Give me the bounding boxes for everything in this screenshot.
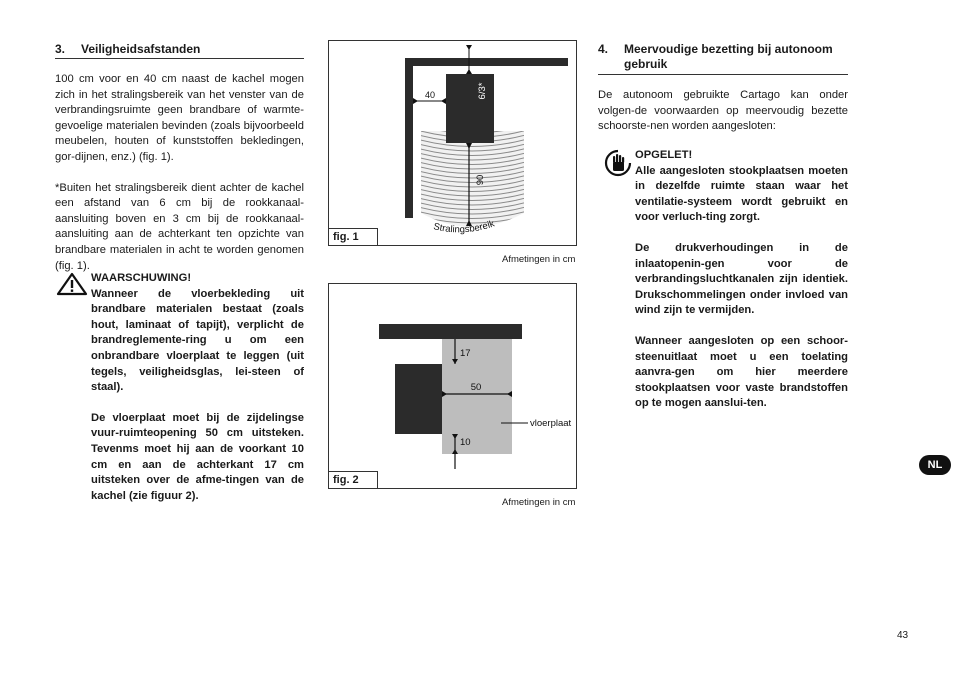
section-4-rule <box>598 74 848 75</box>
warning-para-2: De vloerplaat moet bij de zijdelingse vuur-ruimteopening 50 cm uitsteken. Tevenms moet hij aan de voorkant 10 cm en aan de achterkant 17 cm uitsteken over de afme-tingen van de kachel (zie figuur 2). <box>91 411 304 502</box>
section-3-title: Veiligheidsafstanden <box>81 42 201 56</box>
section-3-para-1: 100 cm voor en 40 cm naast de kachel mogen zich in het stralingsbereik van het venster van de verbrandingsruimte geen brandbare of warmte-gevoelige materialen bevinden (zoals bijvoorbeeld meubelen, houten of kunststoffen bekledingen, gor-dijnen, enz.) (fig. 1). <box>55 73 304 163</box>
fig2-plate-label: vloerplaat <box>530 418 572 429</box>
language-badge: NL <box>919 455 951 475</box>
section-4-intro: De autonoom gebruikte Cartago kan onder volgen-de voorwaarden op meervoudig bezette schoorste-nen worden aangesloten: <box>598 89 848 133</box>
section-4-heading <box>598 42 848 72</box>
section-4-number: 4. <box>598 42 609 56</box>
warning-triangle-icon <box>56 272 88 296</box>
fig2-label: fig. 2 <box>328 471 378 489</box>
fig1-dim-side: 40 <box>424 90 436 100</box>
section-3-heading <box>55 42 200 56</box>
floor-plate <box>442 339 512 454</box>
wall-shape <box>379 324 522 339</box>
section-3-para-2: *Buiten het stralingsbereik dient achter de kachel een afstand van 6 cm bij de rookkanaal-aansluiting boven en 3 cm bij de rookkanaal-aansluiting aan de achterkant ten opzichte van brandbare materialen in acht te worden genomen (fig. 1). <box>55 181 304 272</box>
figure-1 <box>328 40 577 246</box>
fig1-dim-back: 6/3* <box>477 82 488 100</box>
fig2-dim-back: 17 <box>460 348 471 359</box>
warning-block <box>91 271 304 504</box>
warning-title: WAARSCHUWING! <box>91 272 192 284</box>
section-3-body <box>55 72 304 274</box>
caution-hand-icon <box>603 148 633 178</box>
fig1-label: fig. 1 <box>328 228 378 246</box>
section-4-title-line-1: Meervoudige bezetting bij autonoom <box>624 42 833 56</box>
caution-title: OPGELET! <box>635 149 693 161</box>
page-number: 43 <box>897 630 909 641</box>
caution-block <box>635 148 848 412</box>
warning-para-1: Wanneer de vloerbekleding uit brandbare materialen bestaat (zoals hout, laminaat of tapijt), verplicht de brandreglemente-ring u om een onbrandbare vloerplaat te leggen (uit tegels, veiligheidsglas, lei-steen of staal). <box>91 287 304 394</box>
fig1-caption: Afmetingen in cm <box>502 254 576 265</box>
caution-para-3: Wanneer aangesloten op een schoor-steenuitlaat moet u een toelating aanvra-gen om hier meerdere stookplaatsen voor vaste brandstoffen op te mogen aanslui-ten. <box>635 334 848 410</box>
fig1-zone-label-text: Stralingsbereik <box>432 218 496 236</box>
fig2-caption: Afmetingen in cm <box>502 497 576 508</box>
fig2-dim-front: 10 <box>460 437 471 448</box>
caution-para-1: Alle aangesloten stookplaatsen moeten in dezelfde ruimte staan waar het ventilatie-systeem wordt gebruikt en voor verluch-ting zorgt. <box>635 164 848 224</box>
fig1-dim-front: 90 <box>475 174 486 186</box>
section-3-number: 3. <box>55 42 66 56</box>
section-3-rule <box>55 58 304 59</box>
fig2-dim-side: 50 <box>470 382 482 393</box>
caution-para-2: De drukverhoudingen in de inlaatopenin-gen voor de verbrandingsluchtkanalen zijn identiek. Drukschommelingen onder invloed van wind zijn te vermijden. <box>635 241 848 317</box>
figure-2 <box>328 283 577 489</box>
section-4-title-line-2: gebruik <box>624 57 668 71</box>
stove-shape <box>395 364 442 434</box>
